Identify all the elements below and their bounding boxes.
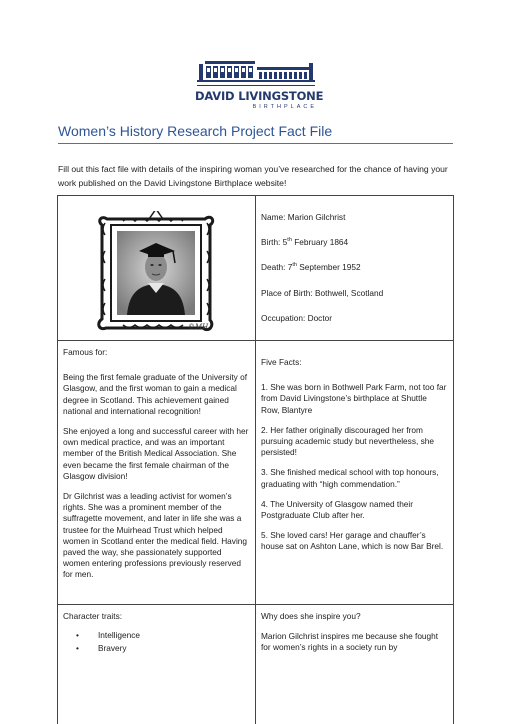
character-traits-label: Character traits: <box>63 611 123 621</box>
fact-file-table <box>57 195 454 719</box>
trait-item: • Intelligence <box>98 630 249 641</box>
profile-name: Name: Marion Gilchrist <box>261 212 346 222</box>
fact-item: 2. Her father originally discouraged her from pursuing academic study but nevertheless, she persisted! <box>261 424 434 458</box>
birthplace-building-icon <box>197 58 315 90</box>
profile-death: Death: 7th September 1952 <box>261 262 361 273</box>
document-title: Women’s History Research Project Fact File <box>58 123 333 139</box>
framed-portrait-icon <box>93 211 221 339</box>
famous-for-label: Famous for: <box>63 347 108 357</box>
five-facts-cell <box>255 340 454 605</box>
trait-item: • Bravery <box>98 643 249 654</box>
fact-item: 4. The University of Glasgow named their Postgraduate Club after her. <box>261 498 414 521</box>
profile-occupation: Occupation: Doctor <box>261 312 333 323</box>
inspire-cell <box>255 604 454 724</box>
title-divider <box>58 143 453 144</box>
fact-item: 3. She finished medical school with top honours, graduating with “high commendation.” <box>261 467 439 489</box>
fact-item: 5. She loved cars! Her garage and chauffer’s house sat on Ashton Lane, which is now Bar Brel. <box>261 530 444 552</box>
logo-title: DAVID LIVINGSTONE <box>195 89 324 103</box>
character-traits-cell <box>57 604 256 724</box>
profile-birth: Birth: 5th February 1864 <box>261 237 349 248</box>
fact-item: 1. She was born in Bothwell Park Farm, not too far from David Livingstone’s birthplace at Shuttle Row, Blantyre <box>261 382 447 415</box>
profile-cell <box>255 195 454 341</box>
famous-for-paragraph: Being the first female graduate of the University of Glasgow, and the first woman to gain a medical degree in Scotland. This achievement gained national and international recognition! <box>63 372 248 416</box>
portrait-cell <box>57 195 256 341</box>
inspire-text: Marion Gilchrist inspires me because she fought for women’s rights in a society run by <box>261 631 439 653</box>
famous-for-paragraph: She enjoyed a long and successful career with her own medical practice, and was an important member of the British Medical Association. She even became the first female chairman of the Glasgow division! <box>63 426 249 481</box>
birthplace-logo <box>195 58 324 114</box>
five-facts-label: Five Facts: <box>261 357 302 367</box>
portrait-signature: ©MH <box>188 323 209 331</box>
profile-place: Place of Birth: Bothwell, Scotland <box>261 287 384 298</box>
famous-for-cell <box>57 340 256 605</box>
intro-text: Fill out this fact file with details of the inspiring woman you’ve researched for the chance of having your work published on the David Livingstone Birthplace website! <box>58 164 448 188</box>
logo-subtitle: BIRTHPLACE <box>252 104 317 110</box>
traits-list <box>63 630 249 654</box>
inspire-label: Why does she inspire you? <box>261 611 361 621</box>
famous-for-paragraph: Dr Gilchrist was a leading activist for women’s rights. She was a prominent member of the suffragette movement, and later in life she was a trustee for the Muirhead Trust which helped women in Scotland enter the medical field. Having paved the way, she passionately supported women entering professions previously reserved for men. <box>63 491 248 580</box>
